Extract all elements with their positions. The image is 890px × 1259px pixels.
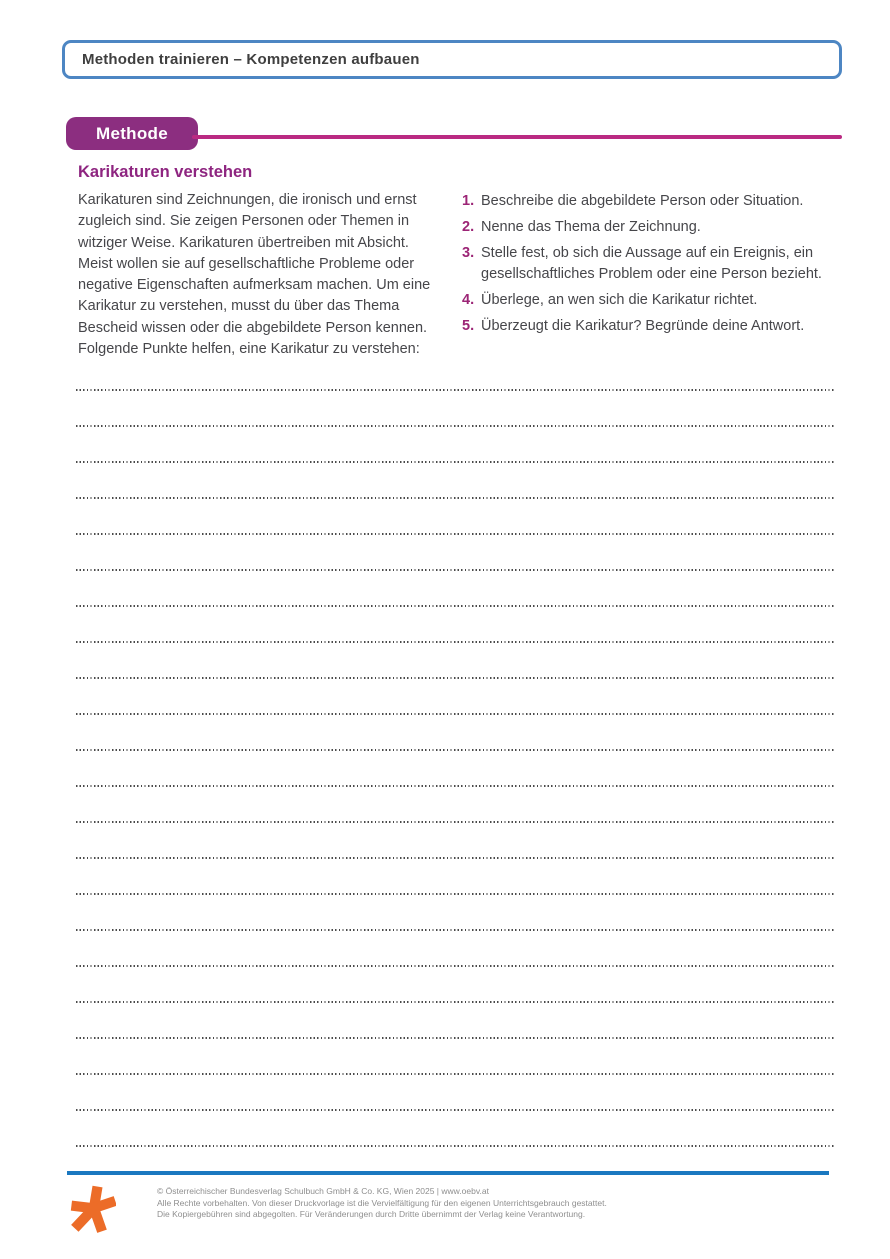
writing-line [76, 641, 835, 643]
step-number: 2. [462, 219, 475, 235]
writing-area [76, 389, 835, 1147]
writing-line [76, 821, 835, 823]
writing-line [76, 1145, 835, 1147]
method-rule [192, 135, 842, 139]
writing-line [76, 749, 835, 751]
step-item [462, 316, 842, 337]
writing-line [76, 1037, 835, 1039]
footer-text [157, 1186, 777, 1221]
writing-line [76, 425, 835, 427]
footer-copyright-line: Die Kopiergebühren sind abgegolten. Für Veränderungen durch Dritte übernimmt der Verlag keine Verantwortung. [157, 1209, 586, 1219]
step-number: 3. [462, 245, 475, 261]
step-text: Überlege, an wen sich die Karikatur richtet. [481, 292, 758, 308]
step-number: 4. [462, 292, 475, 308]
step-item [462, 243, 842, 285]
writing-line [76, 389, 835, 391]
step-text: Überzeugt die Karikatur? Begründe deine Antwort. [481, 318, 805, 334]
writing-line [76, 1073, 835, 1075]
writing-line [76, 1109, 835, 1111]
step-item [462, 191, 842, 212]
step-number: 5. [462, 318, 475, 334]
writing-line [76, 1001, 835, 1003]
writing-line [76, 461, 835, 463]
method-badge [66, 117, 198, 150]
step-text: Stelle fest, ob sich die Aussage auf ein Ereignis, ein gesellschaftliches Problem oder eine Person bezieht. [481, 245, 822, 282]
footer-copyright-line: Alle Rechte vorbehalten. Von dieser Druckvorlage ist die Vervielfältigung für den eigenen Unterrichtsgebrauch gestattet. [157, 1197, 607, 1208]
step-number: 1. [462, 193, 475, 209]
steps-list [462, 191, 842, 342]
step-item [462, 290, 842, 311]
banner [62, 40, 842, 79]
writing-line [76, 785, 835, 787]
writing-line [76, 677, 835, 679]
writing-line [76, 713, 835, 715]
intro-paragraph: Karikaturen sind Zeichnungen, die ironisch und ernst zugleich sind. Sie zeigen Personen oder Themen in witziger Weise. Karikaturen übertreiben mit Absicht. Meist wollen sie auf gesellschaftliche Probleme oder negative Eigenschaften aufmerksam machen. Um eine Karikatur zu verstehen, musst du über das Thema Bescheid wissen oder die abgebildete Person kennen. Folgende Punkte helfen, eine Karikatur zu verstehen: [78, 192, 431, 358]
step-text: Beschreibe die abgebildete Person oder Situation. [481, 193, 804, 209]
step-item [462, 217, 842, 238]
writing-line [76, 929, 835, 931]
writing-line [76, 893, 835, 895]
writing-line [76, 857, 835, 859]
method-badge-label: Methode [96, 123, 168, 143]
footer-rule [67, 1171, 829, 1175]
writing-line [76, 569, 835, 571]
banner-title: Methoden trainieren – Kompetenzen aufbauen [82, 51, 420, 68]
writing-line [76, 497, 835, 499]
footer-copyright-line: © Österreichischer Bundesverlag Schulbuch GmbH & Co. KG, Wien 2025 | www.oebv.at [157, 1186, 489, 1196]
step-text: Nenne das Thema der Zeichnung. [481, 219, 701, 235]
writing-line [76, 605, 835, 607]
oebv-asterisk-logo-icon [70, 1184, 116, 1234]
section-heading: Karikaturen verstehen [78, 163, 253, 181]
writing-line [76, 965, 835, 967]
writing-line [76, 533, 835, 535]
